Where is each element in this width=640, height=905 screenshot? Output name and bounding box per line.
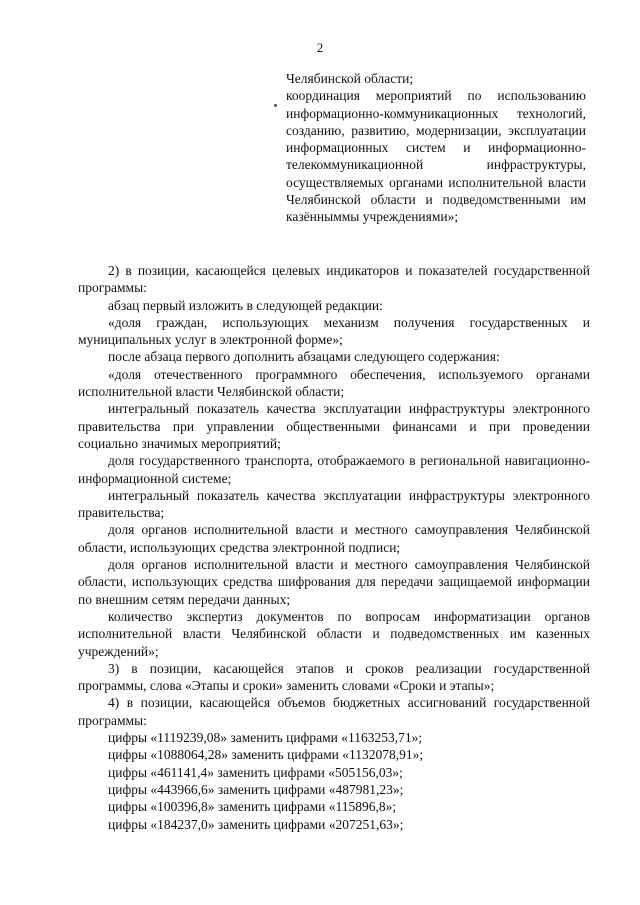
document-body bbox=[78, 262, 590, 833]
figure-replacement-line: цифры «461141,4» заменить цифрами «505156,03»; bbox=[108, 764, 403, 780]
right-column-paragraph: координация мероприятий по использованию информационно-коммуникационных технологий, созданию, развитию, модернизации, эксплуатации информационных систем и информационно-телекоммуникационной инфраструктуры, осуществляемых органами исполнительной власти Челябинской области и подведомственными им казённыммы учреждениями»; bbox=[286, 88, 586, 225]
paragraph: интегральный показатель качества эксплуатации инфраструктуры электронного правительства при управлении общественными финансами и при проведении социально значимых мероприятий; bbox=[78, 401, 590, 451]
scan-speck bbox=[274, 104, 277, 107]
paragraph: «доля отечественного программного обеспечения, используемого органами исполнительной власти Челябинской области; bbox=[78, 366, 590, 400]
paragraph: доля органов исполнительной власти и местного самоуправления Челябинской области, использующих средства шифрования для передачи защищаемой информации по внешним сетям передачи данных; bbox=[78, 557, 590, 607]
figure-replacement-line: цифры «1119239,08» заменить цифрами «1163253,71»; bbox=[108, 730, 423, 746]
paragraph: «доля граждан, использующих механизм получения государственных и муниципальных услуг в электронной форме»; bbox=[78, 314, 590, 348]
paragraph: после абзаца первого дополнить абзацами следующего содержания: bbox=[108, 349, 500, 365]
paragraph: доля государственного транспорта, отображаемого в региональной навигационно-информационной системе; bbox=[78, 453, 590, 486]
figure-replacement-line: цифры «184237,0» заменить цифрами «207251,63»; bbox=[108, 816, 404, 832]
right-column-line: Челябинской области; bbox=[286, 71, 414, 86]
paragraph: количество экспертиз документов по вопросам информатизации органов исполнительной власти Челябинской области и подведомственных им казенных учреждений»; bbox=[78, 608, 590, 659]
figure-replacement-line: цифры «1088064,28» заменить цифрами «1132078,91»; bbox=[108, 747, 424, 763]
figure-replacement-line: цифры «443966,6» заменить цифрами «487981,23»; bbox=[108, 781, 404, 797]
paragraph-item-4: 4) в позиции, касающейся объемов бюджетных ассигнований государственной программы: bbox=[78, 695, 590, 728]
right-column-continuation bbox=[286, 70, 586, 226]
paragraph: абзац первый изложить в следующей редакции: bbox=[108, 297, 383, 313]
paragraph: интегральный показатель качества эксплуатации инфраструктуры электронного правительства; bbox=[78, 487, 590, 521]
page-number: 2 bbox=[316, 40, 324, 55]
paragraph-item-2: 2) в позиции, касающейся целевых индикаторов и показателей государственной программы: bbox=[78, 263, 590, 296]
paragraph: доля органов исполнительной власти и местного самоуправления Челябинской области, использующих средства электронной подписи; bbox=[78, 522, 590, 555]
figure-replacement-line: цифры «100396,8» заменить цифрами «115896,8»; bbox=[108, 799, 397, 815]
paragraph-item-3: 3) в позиции, касающейся этапов и сроков реализации государственной программы, слова «Этапы и сроки» заменить словами «Сроки и этапы»; bbox=[78, 660, 590, 694]
